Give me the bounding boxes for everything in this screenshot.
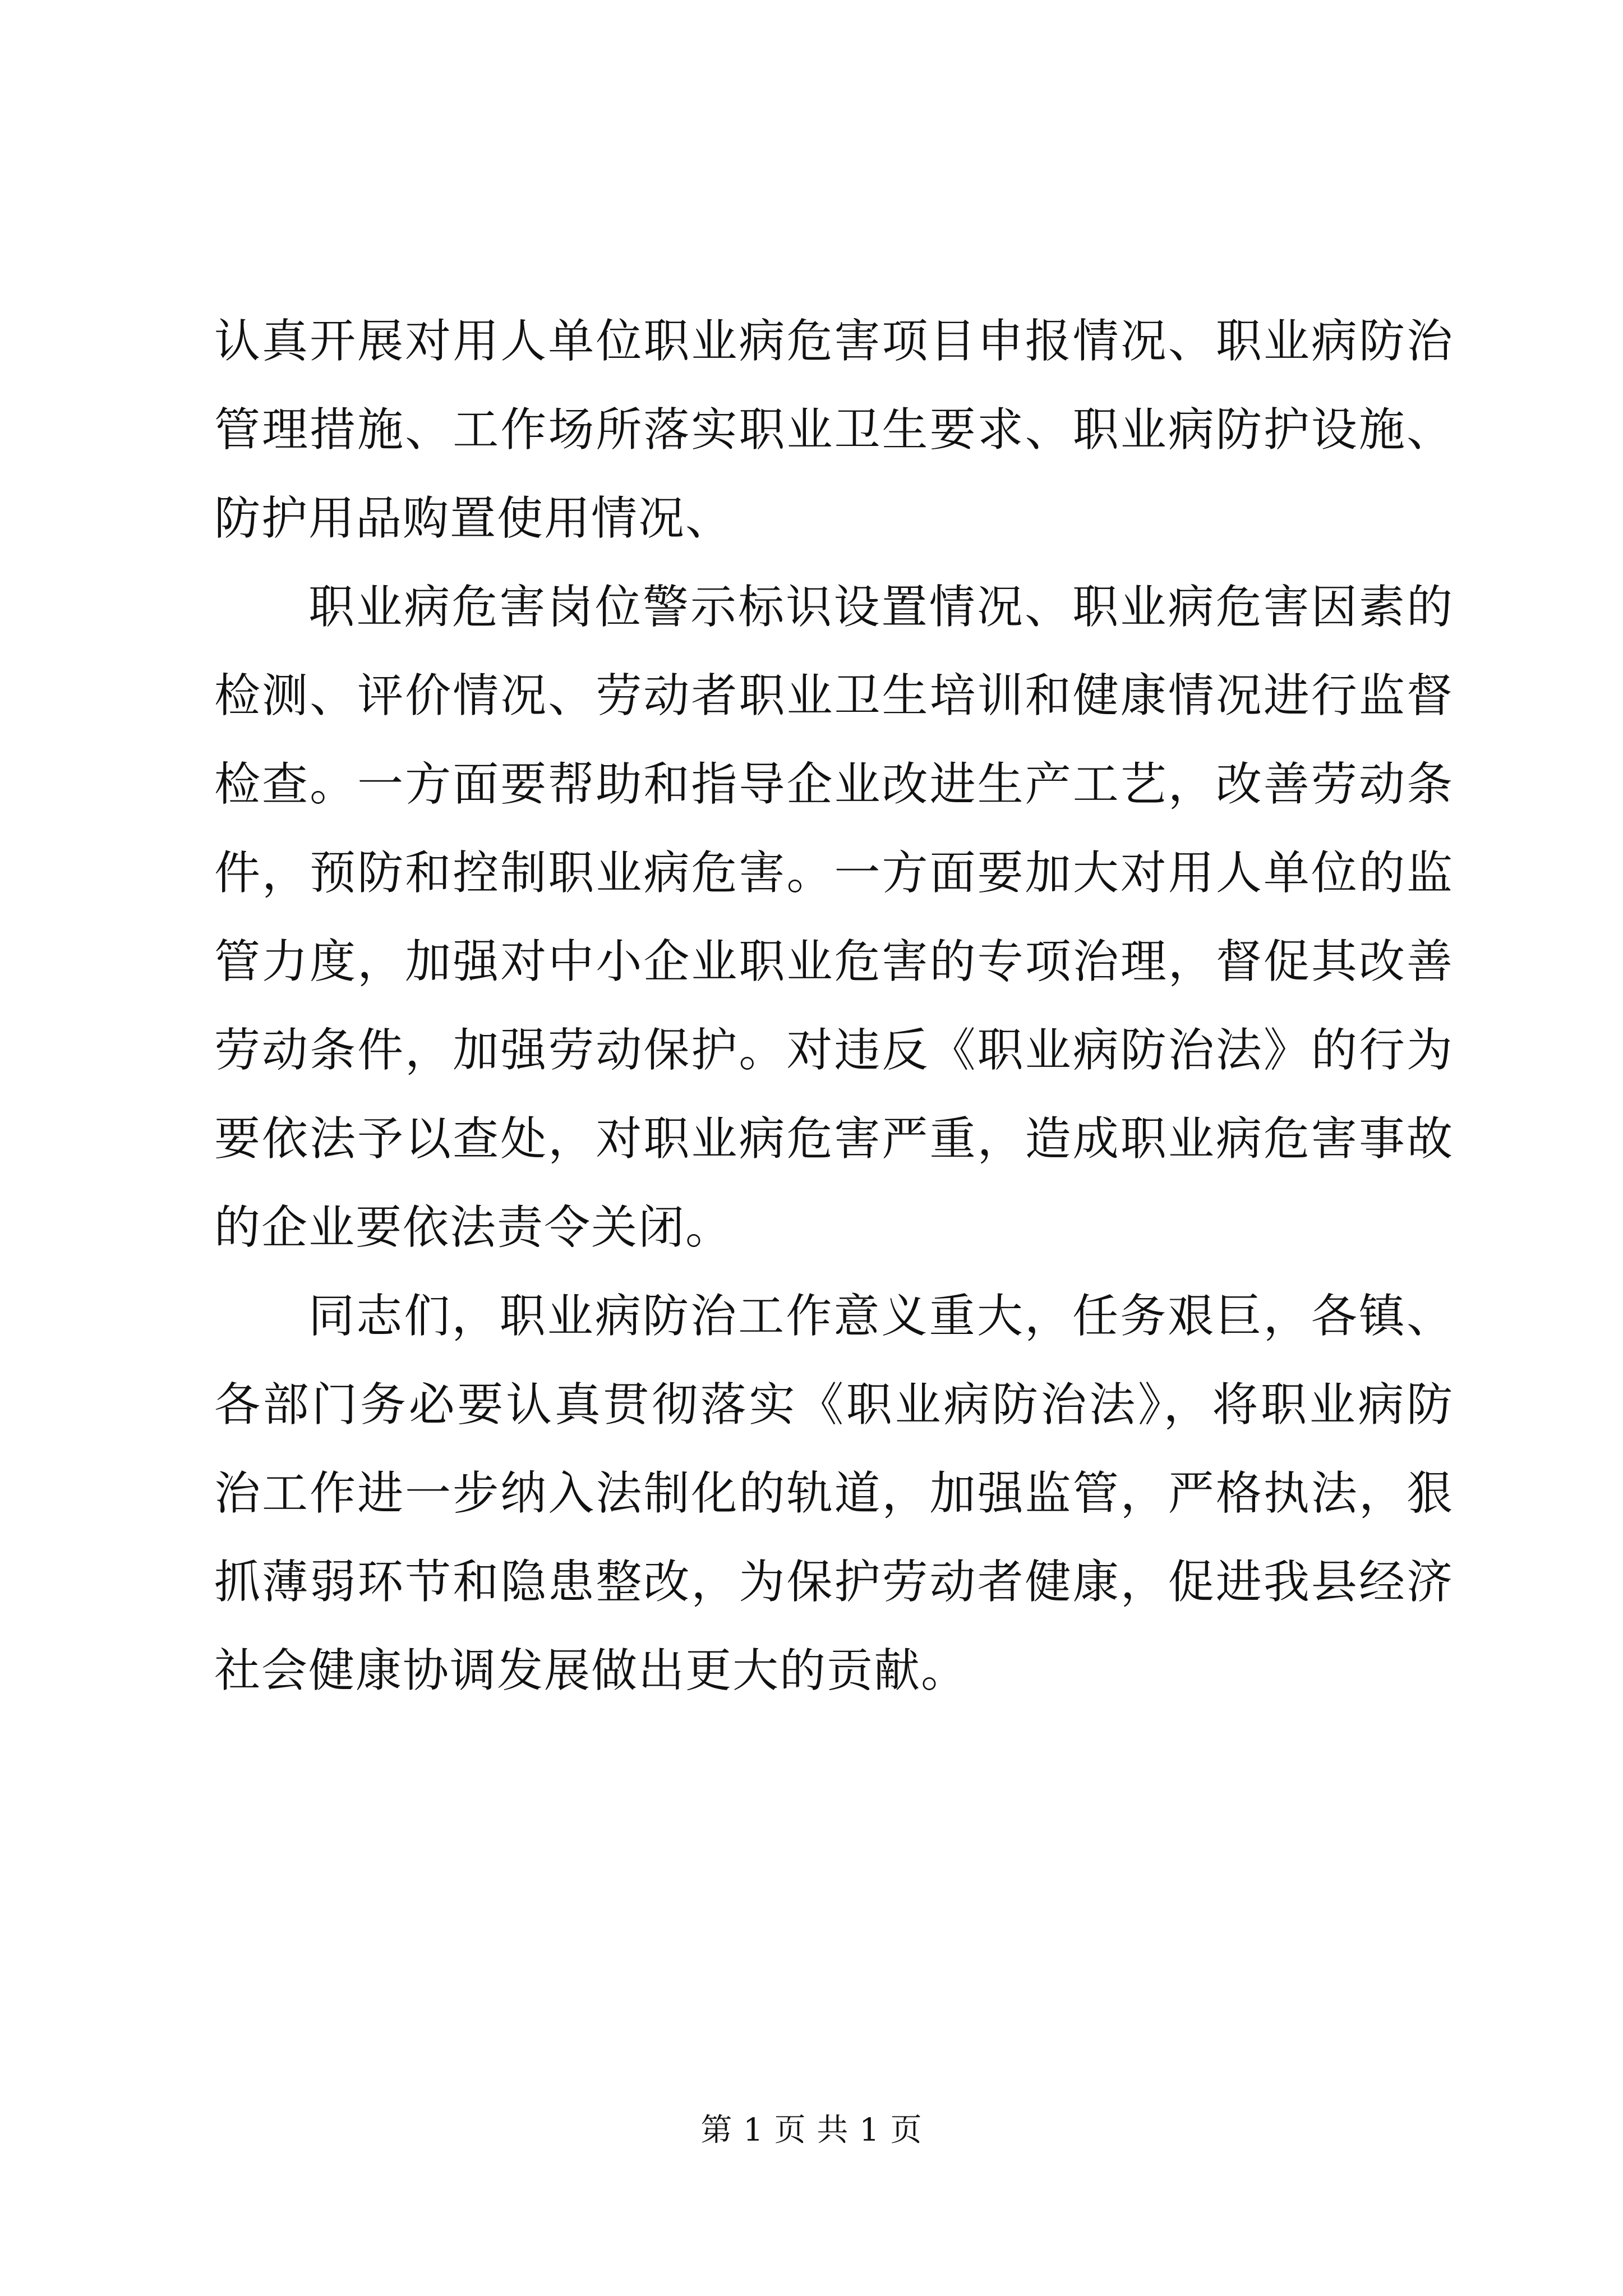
paragraph-3: 同志们，职业病防治工作意义重大，任务艰巨，各镇、各部门务必要认真贯彻落实《职业病防治法》，将职业病防治工作进一步纳入法制化的轨道，加强监管，严格执法，狠抓薄弱环节和隐患整改，为保护劳动者健康，促进我县经济社会健康协调发展做出更大的贡献。 — [214, 1290, 1454, 1697]
page-number-footer: 第 1 页 共 1 页 — [700, 2112, 923, 2148]
paragraph-1: 认真开展对用人单位职业病危害项目申报情况、职业病防治管理措施、工作场所落实职业卫生要求、职业病防护设施、防护用品购置使用情况、 — [214, 315, 1454, 545]
document-body — [214, 297, 1454, 1715]
paragraph-2: 职业病危害岗位警示标识设置情况、职业病危害因素的检测、评价情况、劳动者职业卫生培训和健康情况进行监督检查。一方面要帮助和指导企业改进生产工艺，改善劳动条件，预防和控制职业病危害。一方面要加大对用人单位的监管力度，加强对中小企业职业危害的专项治理，督促其改善劳动条件，加强劳动保护。对违反《职业病防治法》的行为要依法予以查处，对职业病危害严重，造成职业病危害事故的企业要依法责令关闭。 — [214, 581, 1454, 1254]
